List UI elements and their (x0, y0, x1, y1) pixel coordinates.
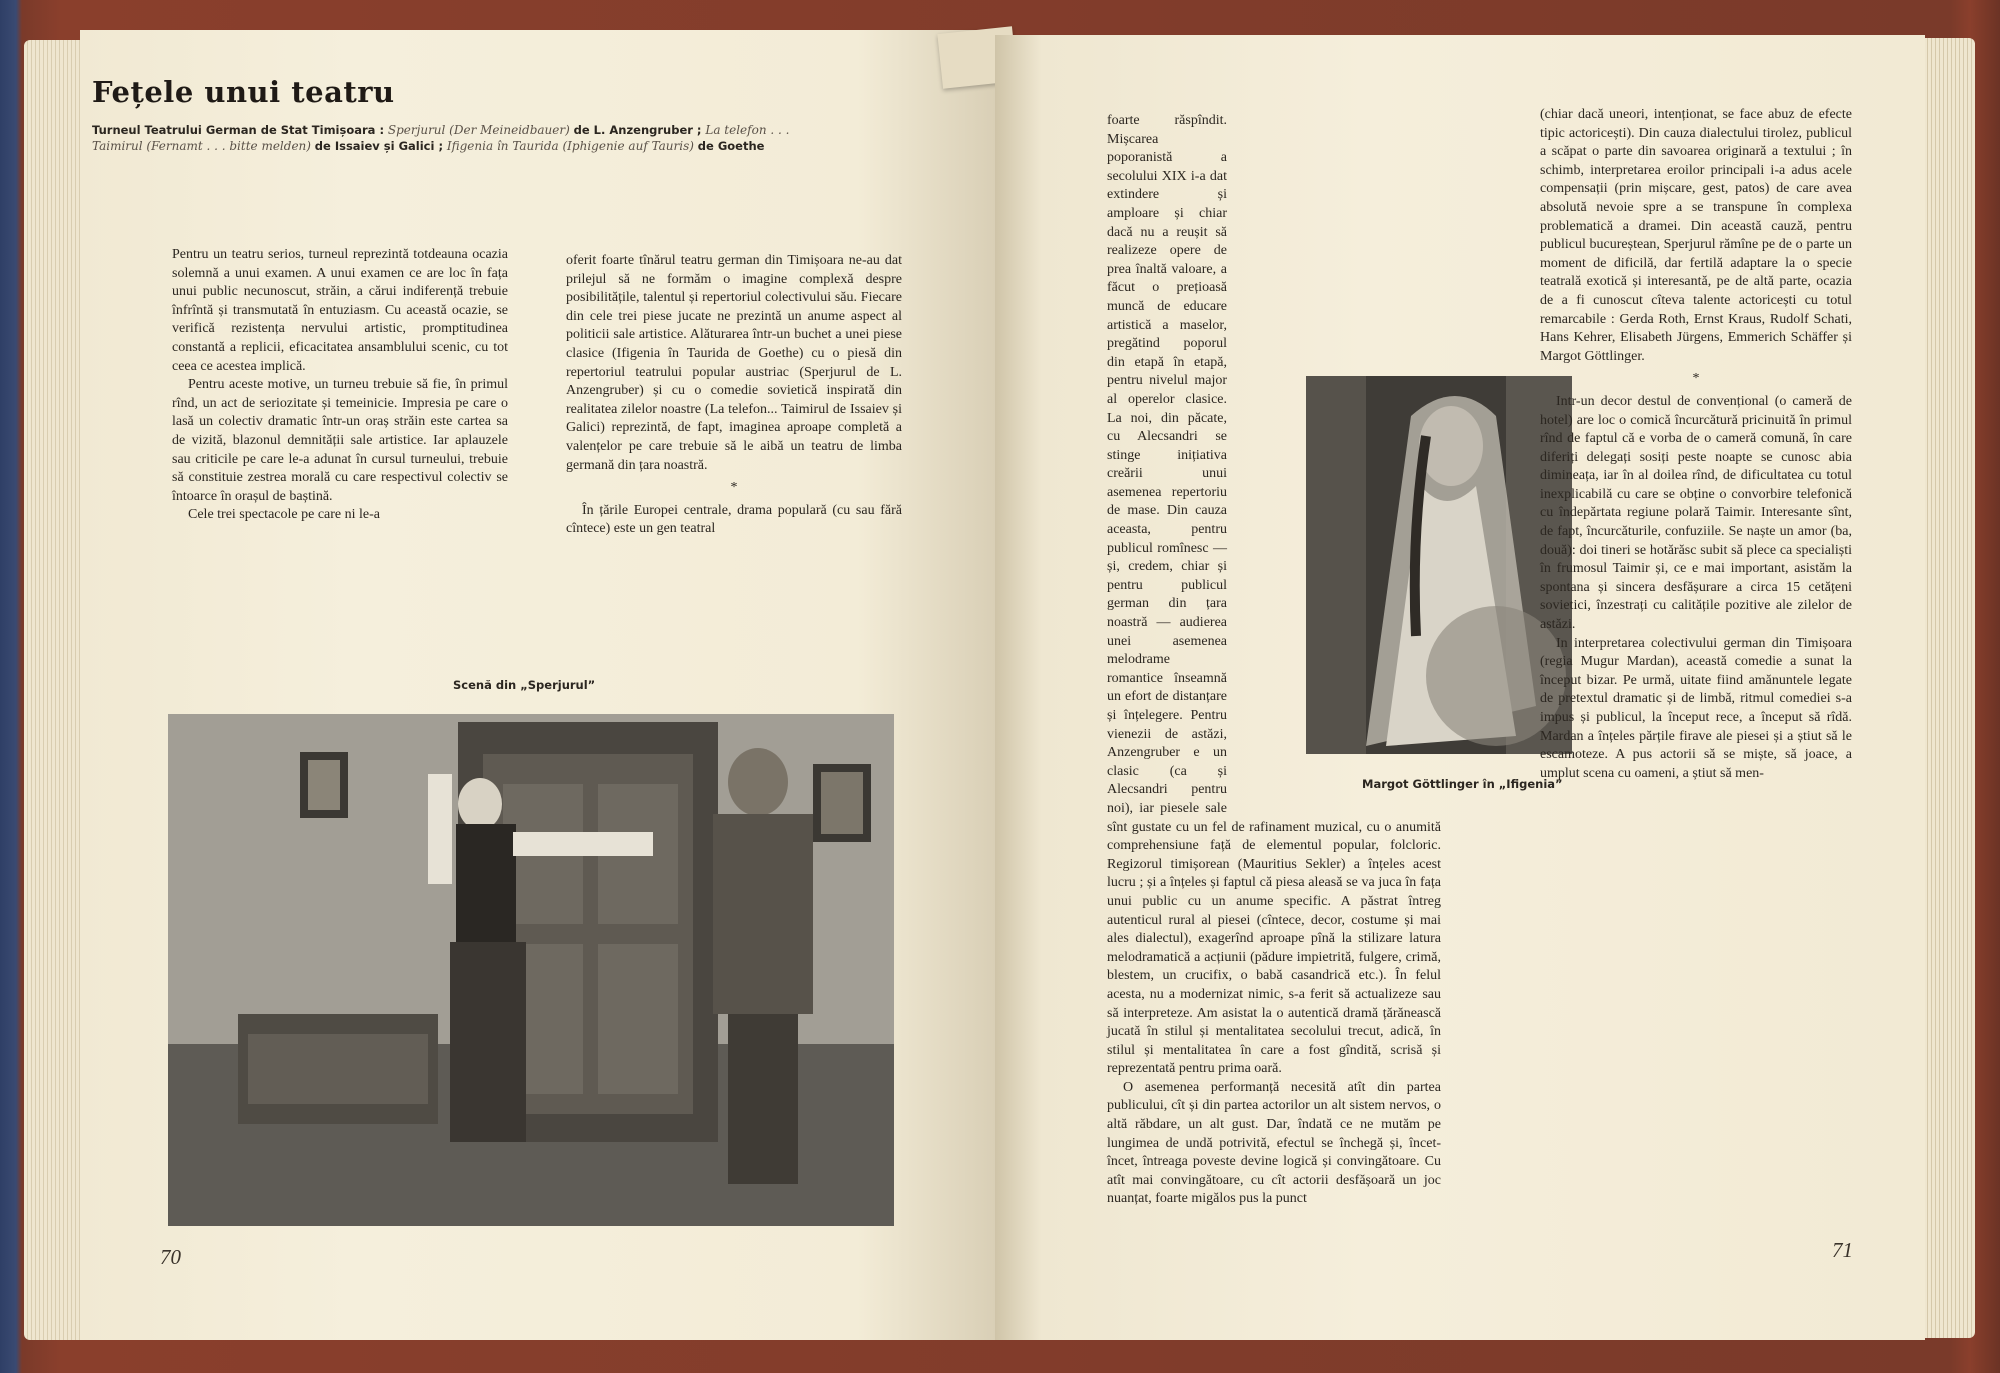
play1-title: Sperjurul (Der Meineidbauer) (387, 123, 570, 137)
play2-title: La telefon . . . Taimirul (Fernamt . . . bitte melden) (92, 123, 790, 153)
section-separator: * (730, 480, 738, 496)
paragraph: Pentru un teatru serios, turneul reprezintă totdeauna ocazia solemnă a unui examen. A unui examen ce are loc în fața unui public necunoscut, străin, a cărui indiferență trebuie înfrîntă și transmutată în entuziasm. Cu această ocazie, se verifică rezistența nervului artistic, promptitudinea constantă a replicii, eficacitatea ansamblului scenic, cu tot ceea ce acestea implică. (172, 247, 508, 374)
paragraph: Intr-un decor destul de convențional (o cameră de hotel) are loc o comică încurcătură pricinuită în primul rînd de faptul că e vorba de o cameră comună, în care diferiți delegați sosiți peste noapte se cunosc abia dimineața, iar în al doilea rînd, de dificultatea cu totul inexplicabilă cu care se obține o convorbire telefonică cu îndepărtata regiune polară Taimir. Interesante sînt, de fapt, încurcăturile, confuziile. Se naște un amor (ba, două): doi tineri se hotărăsc subit să plece ca specialiști în frumosul Taimir și, ce e mai important, asistăm la spontana și sincera desfășurare a circa 15 cetățeni sovietici, înzestrați cu calitățile pozitive ale zilelor de astăzi. (1540, 393, 1852, 633)
left-column-1 (172, 246, 508, 525)
paragraph: În țările Europei centrale, drama populară (cu sau fără cîntece) este un gen teatral (566, 502, 902, 537)
article-title: Fețele unui teatru (92, 75, 395, 109)
play2-author: de Issaiev și Galici ; (314, 139, 444, 153)
paragraph: In interpretarea colectivului german din Timișoara (regia Mugur Mardan), această comedie a sunat la început bizar. Pe urmă, uitate fiind amănuntele legate de pretextul dramatic și de limbă, ritmul comediei s-a impus și publicul, la început rece, a început să rîdă. Mardan a înțeles părțile firave ale piesei și a știut să le escamoteze. A pus actorii să se miște, să joace, a umplut scena cu oameni, a știut să men- (1540, 635, 1852, 781)
paragraph: foarte răspîndit. Mișcarea poporanistă a secolului XIX i-a dat extindere și amploare și chiar dacă nu a reușit să realizeze opere de prea înaltă valoare, a făcut o prețioasă muncă de educare artistică a maselor, pregătind poporul din etapă în etapă, pentru nivelul major al operelor clasice. La noi, din păcate, cu Alecsandri se stinge inițiativa creării unui asemenea repertoriu de mase. Din cauza aceasta, pentru publicul romînesc — și, credem, chiar și pentru publicul german din țara noastră — audierea unei asemenea melodrame romantice înseamnă un efort de distanțare și înțelegere. Pentru vienezii de astăzi, Anzengruber e un clasic (ca și Alecsandri pentru noi), iar piesele sale sînt gustate cu un fel de rafinament muzical, cu o anumită comprehensiune față de elementul popular, folcloric. Regizorul timișorean (Mauritius Sekler) a înțeles acest lucru ; și a înțeles și faptul că piesa aleasă se va juca în fața unui public cu un anume specific. A păstrat întreg autenticul rural al piesei (cîntece, decor, costume și mai ales dialectul), exagerînd aproape pînă la stilizare latura melodramatică a acțiunii (pădure impietrită, fulgere, crimă, blestem, un crucifix, o babă casandrică etc.). În felul acesta, nu a modernizat nimic, s-a ferit să actualizeze sau să interpreteze. Am asistat la o autentică dramă țărănească jucată în stilul și mentalitatea secolului trecut, adică, în stilul și mentalitatea în care a fost gîndită, scrisă și reprezentată pentru prima oară. (1107, 113, 1441, 1077)
tour-name: Turneul Teatrului German de Stat Timișoara : (92, 123, 385, 137)
paragraph: Pentru aceste motive, un turneu trebuie să fie, în primul rînd, un act de seriozitate și temeinicie. Impresia pe care o lasă un colectiv dramatic într-un oraș străin este cartea sa de vizită, blazonul demnității sale artistice. Iar aplauzele sau criticile pe care le-a adunat în cursul turneului, trebuie să constituie zestrea morală cu care respectivul colectiv se întoarce în orașul de baștină. (172, 377, 508, 504)
section-separator: * (1692, 371, 1700, 387)
photo-wrap-space (1372, 346, 1532, 830)
paragraph: oferit foarte tînărul teatru german din Timișoara ne-au dat prilejul să ne formăm o imagine complexă despre posibilitățile, talentul și repertoriul colectivului său. Fiecare din cele trei piese jucate ne prezintă un anume aspect al politicii sale artistice. Alăturarea într-un buchet a unei piese clasice (Ifigenia în Taurida de Goethe) cu o piesă din repertoriul teatrului popular austriac (Sperjurul de L. Anzengruber) și cu o comedie sovietică inspirată din realitatea zilelor noastre (La telefon... Taimirul de Issaiev și Galici) reprezintă, de fapt, imaginea aproape completă a valențelor pe care trebuie să le aibă un teatru de limba germană din țara noastră. (566, 253, 902, 473)
page-number-right: 71 (1832, 1238, 1853, 1262)
paragraph: O asemenea performanță necesită atît din partea publicului, cît și din partea actorilor un alt sistem nervos, o altă răbdare, un alt gust. Dar, îndată ce ne mutăm pe lungimea de undă potrivită, efectul se închegă și, încet-încet, întreaga poveste devine logică și convingătoare. Cu atît mai convingătoare, cu cît actorii desfășoară un joc nuanțat, foarte migălos pus la punct (1107, 1079, 1441, 1207)
paragraph: (chiar dacă uneori, intenționat, se face abuz de efecte tipic actoricești). Din cauza dialectului tirolez, publicul a scăpat o parte din savoarea originară a textului ; în schimb, interpretarea eroilor principali i-a adus acele compensații (prin mișcare, gest, patos) de care avea absolută nevoie spre a se transpune în complexa problematică a dramei. Din această cauză, pentru publicul bucureștean, Sperjurul rămîne pe de o parte un moment de dificilă, dar fertilă adaptare la o specie teatrală exotică și interesantă, pe de altă parte, ocazia de a fi cunoscut cîteva talente actoricești cu totul remarcabile : Gerda Roth, Ernst Kraus, Rudolf Schati, Hans Kehrer, Elisabeth Jürgens, Emmerich Schäffer și Margot Göttlinger. (1540, 107, 1852, 364)
page-edges-right (1920, 38, 1975, 1338)
page-number-left: 70 (160, 1245, 181, 1269)
play3-title: Ifigenia în Taurida (Iphigenie auf Tauris) (446, 139, 694, 153)
scene-photo-sperjurul (168, 714, 894, 1226)
photo-caption-left: Scenă din „Sperjurul” (453, 678, 596, 692)
scene-photo-image (168, 714, 894, 1226)
article-subtitle (92, 122, 822, 154)
left-column-2 (566, 252, 902, 539)
photo-caption-right: Margot Göttlinger în „Ifigenia” (1362, 777, 1563, 791)
paragraph: Cele trei spectacole pe care ni le-a (188, 507, 380, 523)
play3-author: de Goethe (697, 139, 765, 153)
play1-author: de L. Anzengruber ; (573, 123, 702, 137)
right-column-2 (1500, 106, 1852, 830)
